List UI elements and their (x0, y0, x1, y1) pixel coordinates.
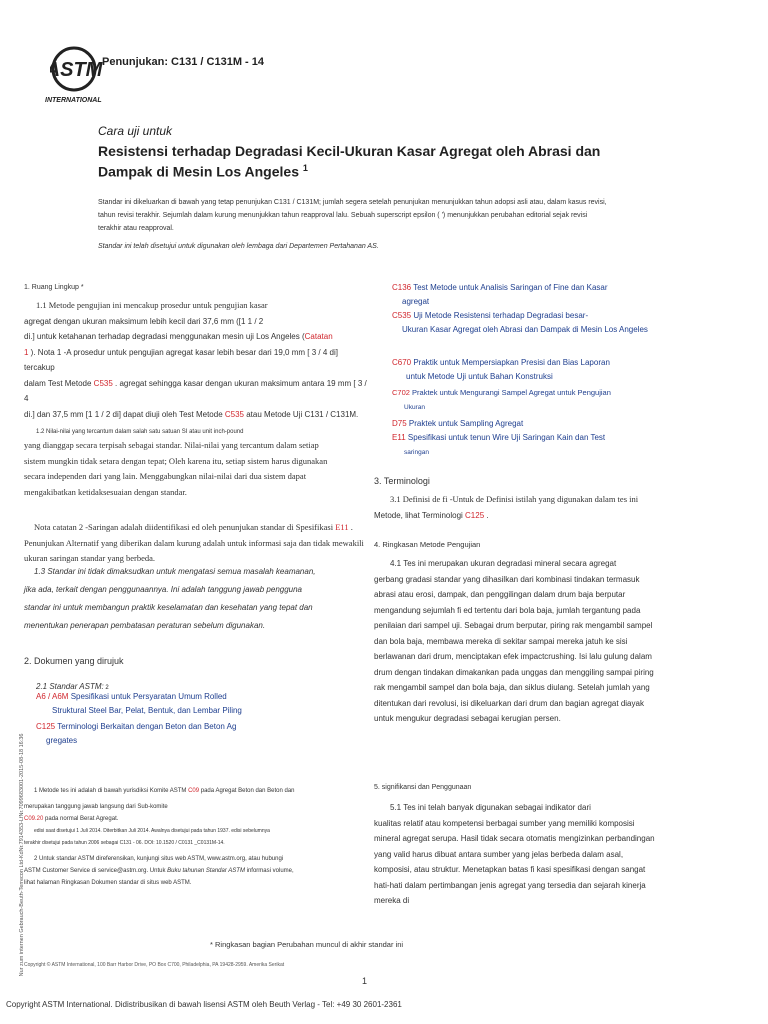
svg-text:ASTM: ASTM (50, 59, 103, 81)
ref-c125 (36, 720, 381, 748)
ref-e11 (392, 431, 768, 460)
para-1-1-b: agregat dengan ukuran maksimum lebih kecil dari 37,6 mm ([1 1 / 2 (24, 316, 264, 326)
section-1-heading: 1. Ruang Lingkup * (24, 284, 84, 291)
license-line: Copyright ASTM International. Didistribusikan di bawah lisensi ASTM oleh Beuth Verlag - Tel: +49 30 2601-2361 (6, 1000, 402, 1009)
vertical-license-stamp: Nur zum internen Gebrauch-Beuth-Terrecon Ltd-KdNr.7914353-LfNr.7099683001-2015-08-18 16:36 (19, 733, 25, 977)
fn-1-d: edisi saat disetujui 1 Juli 2014. Diterbitkan Juli 2014. Awalnya disetujui pada tahun 1937. edisi sebelumnya (34, 828, 270, 834)
para-4-1 (374, 556, 754, 727)
fn-1-e: terakhir disetujui pada tahun 2006 sebagai C131 - 06. DOI: 10.1520 / C0131 _C0131M-14. (24, 840, 225, 846)
para-4-1-a: 4.1 Tes ini merupakan ukuran degradasi mineral secara agregat (390, 559, 617, 568)
para-1-1-f: di.] dan 37,5 mm [1 1 / 2 di] dapat diuji oleh Test Metode (24, 409, 225, 419)
para-4-1-h: drum dengan tindakan dimakankan pada unggas dan menggiling sampai piring (374, 667, 654, 677)
para-1-1-c: di.] untuk ketahanan terhadap degradasi menggunakan mesin uji Los Angeles ( (24, 332, 305, 341)
para-5-1-a: 5.1 Tes ini telah banyak digunakan sebagai indikator dari (390, 803, 591, 812)
logo-text: INTERNATIONAL (45, 97, 102, 104)
ref-c136 (392, 281, 768, 309)
ref-c136-code[interactable]: C136 (392, 283, 412, 292)
para-2-1-sup[interactable]: 2 (103, 685, 109, 691)
footnote-2 (24, 853, 369, 889)
para-5-1-c: mineral agregat serupa. Hasil tidak secara otomatis mengizinkan perbandingan (374, 834, 655, 843)
section-4-heading: 4. Ringkasan Metode Pengujian (374, 540, 481, 549)
ref-e11-title-a[interactable]: Spesifikasi untuk tenun Wire Uji Saringan Kain dan Test (405, 433, 606, 442)
fn-1-c: pada normal Berat Agregat. (43, 816, 119, 822)
para-4-1-e: penilaian dari sampel uji. Sebagai drum berputar, piring rak mengambil sampel (374, 621, 653, 630)
note-2 (24, 520, 369, 567)
para-1-3-a: 1.3 Standar ini tidak dimaksudkan untuk mengatasi semua masalah keamanan, (34, 567, 316, 576)
ref-c125-title-b[interactable]: gregates (46, 736, 78, 745)
ref-e11-title-b[interactable]: saringan (404, 449, 429, 456)
c0920-link[interactable]: C09.20 (24, 816, 44, 822)
ref-c670-code[interactable]: C670 (392, 358, 412, 367)
section-2-heading: 2. Dokumen yang dirujuk (24, 656, 124, 666)
intro-line-2: tahun revisi terakhir. Sejumlah dalam kurung menunjukkan tahun reapproval lalu. Sebuah superscript epsilon ( ') menunjukkan perubahan editorial sejak revisi (98, 212, 588, 219)
ref-c702-title-a[interactable]: Praktek untuk Mengurangi Sampel Agregat untuk Pengujian (409, 388, 611, 397)
para-1-2-a: 1.2 Nilai-nilai yang tercantum dalam salah satu satuan SI atau unit inch-pound (36, 429, 244, 435)
c125-link[interactable]: C125 (465, 510, 485, 520)
note-1-link-num[interactable]: 1 (24, 347, 29, 357)
summary-note: * Ringkasan bagian Perubahan muncul di akhir standar ini (210, 940, 404, 949)
para-3-1 (374, 492, 754, 523)
para-1-3-c: standar ini untuk membangun praktik keselamatan dan kesehatan yang tepat dan (24, 603, 313, 612)
para-4-1-f: dan bola baja, membawa mereka di sekitar sampai mereka jatuh ke sisi (374, 636, 628, 646)
ref-c702-title-b[interactable]: Ukuran (404, 404, 425, 411)
ref-c125-code[interactable]: C125 (36, 722, 56, 731)
ref-c136-title-a[interactable]: Test Metode untuk Analisis Saringan of Fine dan Kasar (411, 283, 608, 292)
para-5-1-b: kualitas relatif atau kompetensi berbagai sumber yang memiliki komposisi (374, 818, 635, 828)
ref-c136-title-b[interactable]: agregat (402, 297, 430, 306)
note-2-a: Nota catatan 2 -Saringan adalah diidentifikasi ed oleh penunjukan standar di Spesifikasi (34, 522, 336, 532)
para-1-2 (24, 426, 369, 500)
para-4-1-c: abrasi atau erosi, dampak, dan penggilingan dalam drum baja berputar (374, 590, 626, 599)
intro-approved: Standar ini telah disetujui untuk digunakan oleh lembaga dari Departemen Pertahanan AS. (98, 243, 379, 250)
ref-a6-code[interactable]: A6 / A6M (36, 692, 69, 701)
fn-2-a: 2 Untuk standar ASTM direferensikan, kunjungi situs web ASTM, www.astm.org, atau hubungi (34, 856, 284, 862)
para-1-3-b: jika ada, terkait dengan penggunaannya. Ini adalah tanggung jawab pengguna (24, 585, 303, 594)
ref-c535-title-a[interactable]: Uji Metode Resistensi terhadap Degradasi besar- (411, 311, 589, 320)
ref-a6-title-a[interactable]: Spesifikasi untuk Persyaratan Umum Rolled (68, 692, 227, 701)
para-5-1 (374, 800, 754, 909)
intro-line-3: terakhir atau reapproval. (98, 225, 174, 232)
para-3-1-b: Metode, lihat Terminologi (374, 510, 466, 520)
para-4-1-g: berlawanan dari drum, menciptakan efek impactcrushing. Isi lalu gulung dalam (374, 652, 652, 661)
ref-c535 (392, 309, 768, 337)
para-5-1-g: mereka di (374, 896, 410, 905)
fn-1-a: 1 Metode tes ini adalah di bawah yurisdiksi Komite ASTM (34, 788, 189, 794)
para-1-1-d: ). Nota 1 -A prosedur untuk pengujian agregat kasar lebih besar dari 19,0 mm [ 3 / 4 di] tercakup (24, 347, 338, 372)
ref-d75-code[interactable]: D75 (392, 419, 407, 428)
note-2-c: ukuran saringan standar yang berbeda. (24, 553, 155, 563)
ref-c670-title-b[interactable]: untuk Metode Uji untuk Bahan Konstruksi (406, 372, 553, 381)
para-1-2-e: mengakibatkan ketidaksesuaian dengan standar. (24, 486, 187, 497)
section-3-heading: 3. Terminologi (374, 476, 430, 486)
section-5-heading: 5. signifikansi dan Penggunaan (374, 784, 472, 791)
para-1-1-e: dalam Test Metode (24, 378, 94, 388)
intro-line-1: Standar ini dikeluarkan di bawah yang tetap penunjukan C131 / C131M; jumlah segera setelah penunjukan menunjukkan tahun adopsi asli atau, dalam kasus revisi, (98, 199, 607, 206)
e11-link[interactable]: E11 (335, 522, 349, 532)
ref-c125-title-a[interactable]: Terminologi Berkaitan dengan Beton dan Beton Ag (55, 722, 237, 731)
page-number: 1 (362, 976, 368, 986)
title-line-1: Resistensi terhadap Degradasi Kecil-Ukuran Kasar Agregat oleh Abrasi dan (98, 143, 601, 159)
para-5-1-d: yang valid harus dibuat antara sumber yang jelas berbeda dalam asal, (374, 849, 624, 859)
para-1-2-d: secara independen dari yang lain. Menggabungkan nilai-nilai dari dua sistem dapat (24, 471, 307, 481)
para-1-1 (24, 298, 369, 422)
para-1-1-a: 1.1 Metode pengujian ini mencakup prosedur untuk pengujian kasar (36, 300, 268, 310)
para-3-1-a: 3.1 Definisi de fi -Untuk de Definisi istilah yang digunakan dalam tes ini (390, 494, 639, 504)
page-title (98, 143, 618, 181)
ref-a6 (36, 690, 381, 718)
para-1-1-e2: . agregat sehingga kasar dengan ukuran maksimum antara 19 mm [ 3 / 4 (24, 378, 367, 403)
para-4-1-b: gerbang gradasi standar yang dihasilkan dari kombinasi tindakan termasuk (374, 574, 640, 584)
ref-a6-title-b[interactable]: Struktural Steel Bar, Pelat, Bentuk, dan Lembar Piling (52, 706, 242, 715)
designation: Penunjukan: C131 / C131M - 14 (102, 56, 264, 68)
title-kicker: Cara uji untuk (98, 124, 173, 138)
fn-2-b-italic: Buku tahunan Standar ASTM (167, 868, 245, 874)
para-1-3-d: menentukan penerapan pembatasan peraturan sebelum digunakan. (24, 621, 266, 630)
para-3-1-b2: . (484, 510, 489, 520)
ref-c535-code[interactable]: C535 (392, 311, 412, 320)
fn-2-c: lihat halaman Ringkasan Dokumen standar di situs web ASTM. (24, 880, 192, 886)
c09-link[interactable]: C09 (188, 788, 200, 794)
ref-c702-code[interactable]: C702 (392, 388, 410, 397)
para-1-3 (24, 563, 369, 635)
para-4-1-i: rak mengambil sampel dan bola baja, dan siklus diulang. Setelah jumlah yang (374, 683, 650, 692)
ref-d75-title[interactable]: Praktek untuk Sampling Agregat (406, 419, 524, 428)
note-1-link[interactable]: Catatan (304, 332, 333, 341)
fn-2-b2: informasi volume, (244, 868, 294, 874)
fn-1-a2: pada Agregat Beton dan Beton dan (199, 788, 295, 794)
fn-2-b: ASTM Customer Service di service@astm.org. Untuk (24, 868, 168, 874)
para-2-1-text: 2.1 Standar ASTM: (36, 682, 104, 691)
note-2-b: Penunjukan Alternatif yang diberikan dalam kurung adalah untuk informasi saja dan tidak mewakili (24, 537, 364, 548)
para-4-1-j: ditentukan dari revolusi, isi dikeluarkan dari drum dan bagian agregat diayak (374, 698, 644, 708)
ref-c670-title-a[interactable]: Praktik untuk Mempersiapkan Presisi dan Bias Laporan (411, 358, 610, 367)
para-1-2-c: sistem mungkin tidak setara dengan tepat; Oleh karena itu, setiap sistem harus digunakan (24, 455, 328, 466)
c535-link-2[interactable]: C535 (224, 409, 244, 419)
para-1-1-f2: atau Metode Uji C131 / C131M. (244, 409, 359, 419)
para-1-2-b: yang dianggap secara terpisah sebagai standar. Nilai-nilai yang tercantum dalam setiap (24, 440, 319, 450)
para-5-1-f: hati-hati dalam pertimbangan jenis agregat yang tersedia dan sejarah kinerja (374, 880, 646, 890)
ref-c535-title-b[interactable]: Ukuran Kasar Agregat oleh Abrasi dan Dampak di Mesin Los Angeles (402, 325, 648, 334)
fn-1-b: merupakan tanggung jawab langsung dari Sub-komite (24, 804, 168, 810)
para-5-1-e: komposisi, atau struktur. Menetapkan batas fi kasi spesifikasi dengan sangat (374, 865, 646, 874)
ref-c702 (392, 386, 768, 415)
title-line-2: Dampak di Mesin Los Angeles (98, 163, 299, 180)
para-4-1-k: untuk mengukur degradasi sebagai kerugian persen. (374, 714, 561, 723)
ref-d75 (392, 417, 768, 431)
ref-e11-code[interactable]: E11 (392, 433, 406, 442)
footnote-1 (24, 785, 369, 849)
para-4-1-d: mengandung sejumlah fi ed tertentu dari bola baja, jumlah tergantung pada (374, 605, 641, 615)
copyright-small: Copyright © ASTM International, 100 Barr Harbor Drive, PO Box C700, Philadelphia, PA 19428-2959. Amerika Serikat (24, 962, 285, 968)
title-footnote-ref[interactable]: 1 (302, 163, 308, 173)
note-2-a2: . (348, 522, 353, 532)
c535-link-1[interactable]: C535 (93, 378, 113, 388)
ref-c670 (392, 356, 768, 384)
